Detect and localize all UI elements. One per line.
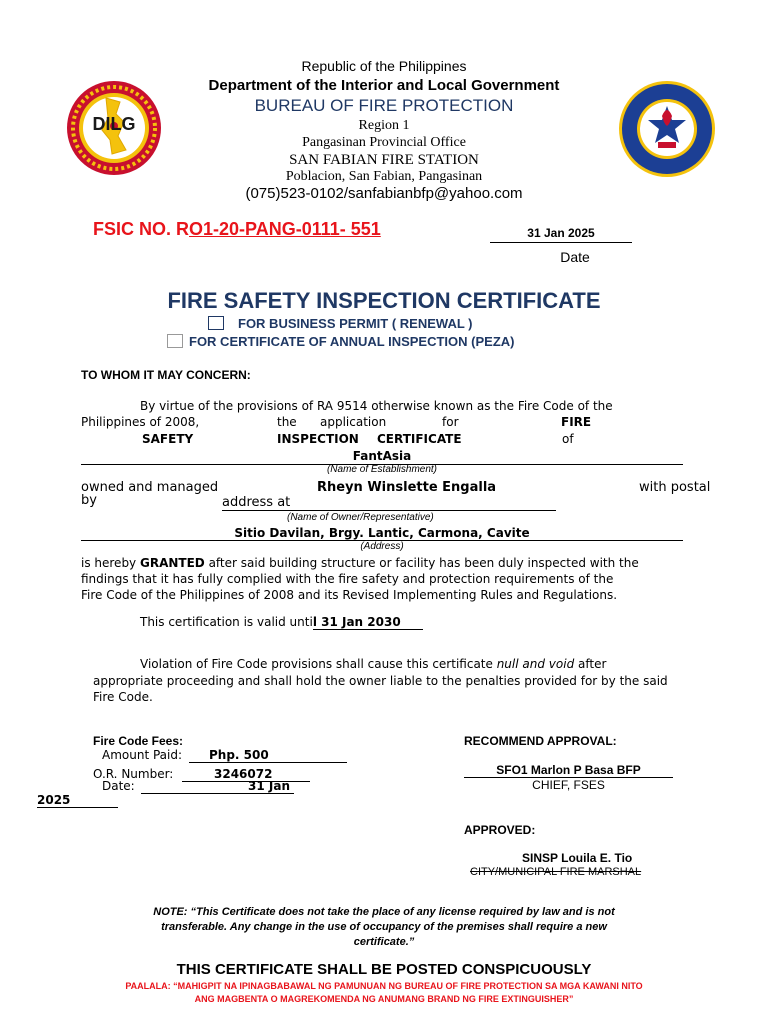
fsic-number (93, 219, 381, 240)
establishment-name: FantAsia (81, 449, 683, 465)
valid-line (140, 615, 423, 630)
violation-post: after (574, 657, 607, 671)
approver-name: SINSP Louila E. Tio (522, 851, 633, 865)
fsic-label: FSIC NO. R (93, 219, 190, 239)
or-value: 3246072 (182, 767, 310, 782)
violation-pre: Violation of Fire Code provisions shall cause this certificate (140, 657, 497, 671)
approver-title: CITY/MUNICIPAL FIRE MARSHAL (470, 866, 642, 878)
header-bureau: BUREAU OF FIRE PROTECTION (254, 96, 514, 115)
address-caption: (Address) (360, 541, 404, 552)
paalala-line1: PAALALA: “MAHIGPIT NA IPINAGBABAWAL NG PAMUNUAN NG BUREAU OF FIRE PROTECTION SA MGA KAWANI NITO (125, 981, 643, 991)
note-line3: certificate.” (353, 936, 415, 948)
granted-post: after said building structure or facility has been duly inspected with the (204, 556, 639, 570)
granted-word: GRANTED (139, 556, 205, 570)
note-line2: transferable. Any change in the use of occupancy of the premises shall require a new (161, 921, 607, 933)
or-label: O.R. Number: (93, 767, 174, 781)
violation-line1 (140, 657, 606, 671)
dilg-logo-text: DILG (92, 114, 136, 134)
recommender-name: SFO1 Marlon P Basa BFP (464, 763, 673, 778)
header-provincial-office: Pangasinan Provincial Office (302, 135, 466, 150)
fee-date-label: Date: (102, 779, 135, 793)
certificate-title: FIRE SAFETY INSPECTION CERTIFICATE (167, 288, 601, 313)
fsic-date-label: Date (560, 249, 590, 265)
header-contact: (075)523-0102/sanfabianbfp@yahoo.com (245, 185, 523, 202)
valid-until: l 31 Jan 2030 (313, 615, 423, 630)
header-station: SAN FABIAN FIRE STATION (289, 152, 479, 168)
option-annual-inspection-label: FOR CERTIFICATE OF ANNUAL INSPECTION (PEZA) (189, 334, 515, 349)
option-business-permit (208, 316, 473, 331)
granted-line1 (81, 556, 639, 570)
granted-line2: findings that it has fully complied with the fire safety and protection requirements of the (81, 572, 614, 586)
paalala-line2: ANG MAGBENTA O MAGREKOMENDA NG ANUMANG BRAND NG FIRE EXTINGUISHER” (194, 994, 574, 1004)
amount-value: Php. 500 (189, 748, 347, 763)
address-value: Sitio Davilan, Brgy. Lantic, Carmona, Cavite (81, 526, 683, 541)
violation-italic: null and void (496, 657, 575, 671)
valid-pre: This certification is valid unti (140, 615, 313, 629)
granted-line3: Fire Code of the Philippines of 2008 and its Revised Implementing Rules and Regulations. (81, 588, 618, 602)
recommend-label: RECOMMEND APPROVAL: (464, 734, 617, 748)
owner-caption: (Name of Owner/Representative) (287, 512, 434, 523)
body-line2-w4: for (442, 415, 459, 429)
fsic-value: O1-20-PANG-0111- 551 (189, 219, 381, 239)
with-postal: with postal (639, 480, 711, 495)
posted-notice: THIS CERTIFICATE SHALL BE POSTED CONSPICUOUSLY (176, 961, 592, 978)
body-line3-w4: of (562, 432, 574, 446)
option-business-permit-label: FOR BUSINESS PERMIT ( RENEWAL ) (238, 316, 473, 331)
owned-by: by (81, 493, 97, 508)
violation-line3: Fire Code. (93, 690, 153, 704)
establishment-caption: (Name of Establishment) (326, 464, 438, 475)
body-line2-w1: Philippines of 2008, (81, 415, 200, 429)
checkbox-checked-icon[interactable] (208, 316, 224, 330)
fsic-date-value: 31 Jan 2025 (490, 226, 632, 243)
header-republic: Republic of the Philippines (301, 58, 467, 74)
amount-label: Amount Paid: (102, 748, 183, 762)
violation-line2: appropriate proceeding and shall hold the owner liable to the penalties provided for by the said (93, 674, 668, 688)
body-line2-w5: FIRE (561, 415, 592, 429)
body-line3-w3: CERTIFICATE (377, 432, 462, 446)
fees-heading: Fire Code Fees: (93, 734, 184, 748)
salutation: TO WHOM IT MAY CONCERN: (81, 368, 251, 382)
header-region: Region 1 (358, 118, 410, 133)
fee-date-year: 2025 (37, 793, 118, 808)
body-line3-w2: INSPECTION (277, 432, 359, 446)
approved-label: APPROVED: (464, 823, 536, 837)
fee-date-value: 31 Jan (141, 779, 294, 794)
body-line1: By virtue of the provisions of RA 9514 otherwise known as the Fire Code of the (140, 399, 613, 413)
granted-pre: is hereby (81, 556, 140, 570)
checkbox-empty-icon[interactable] (167, 334, 183, 348)
owned-managed: owned and managed (81, 480, 219, 495)
owner-name: Rheyn Winslette Engalla (317, 480, 497, 495)
body-line2-w2: the (277, 415, 297, 429)
body-line3-w1: SAFETY (142, 432, 194, 446)
address-at: address at (222, 495, 556, 511)
body-line2-w3: application (320, 415, 387, 429)
note-line1: NOTE: “This Certificate does not take the place of any license required by law and is not (153, 906, 615, 918)
recommender-title: CHIEF, FSES (532, 778, 605, 792)
header-department: Department of the Interior and Local Government (208, 77, 560, 94)
header-address: Poblacion, San Fabian, Pangasinan (285, 169, 483, 184)
option-annual-inspection (167, 334, 514, 349)
